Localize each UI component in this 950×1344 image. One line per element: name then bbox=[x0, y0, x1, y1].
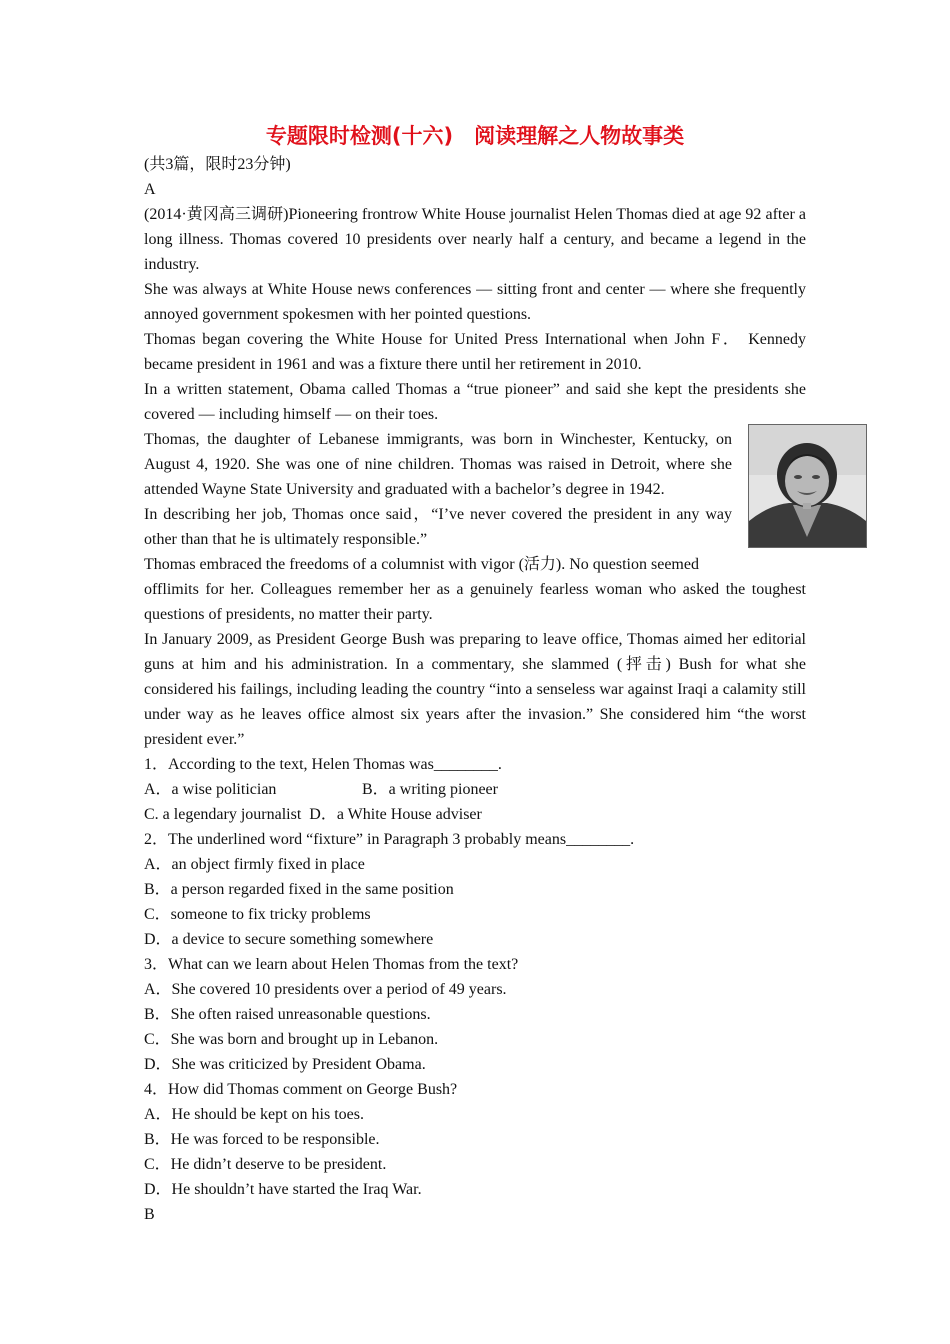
subtitle: (共3篇，限时23分钟) bbox=[144, 156, 291, 173]
section-b-label: B bbox=[144, 1206, 155, 1223]
paragraph-7-start: Thomas embraced the freedoms of a columnist with vigor (活力). No question seemed bbox=[144, 556, 699, 573]
question-2 bbox=[144, 827, 806, 952]
question-stem: 1．According to the text, Helen Thomas was________. bbox=[144, 756, 502, 773]
option: B．a person regarded fixed in the same position bbox=[144, 881, 454, 898]
option: D．He shouldn’t have started the Iraq War. bbox=[144, 1181, 422, 1198]
paragraph-4: In a written statement, Obama called Thomas a “true pioneer” and said she kept the presidents she covered — including himself — on their toes. bbox=[144, 381, 806, 423]
question-stem: 3．What can we learn about Helen Thomas from the text? bbox=[144, 956, 519, 973]
paragraph-5: Thomas, the daughter of Lebanese immigrants, was born in Winchester, Kentucky, on August 4, 1920. She was one of nine children. Thomas was raised in Detroit, where she attended Wayne State University and graduated with a bachelor’s degree in 1942. bbox=[144, 431, 732, 498]
paragraph-2: She was always at White House news conferences — sitting front and center — where she frequently annoyed government spokesmen with her pointed questions. bbox=[144, 281, 806, 323]
paragraph-3: Thomas began covering the White House for United Press International when John F． Kennedy became president in 1961 and was a fixture there until her retirement in 2010. bbox=[144, 331, 806, 373]
option: A．He should be kept on his toes. bbox=[144, 1106, 364, 1123]
option: C. a legendary journalist bbox=[144, 806, 302, 823]
option: C．someone to fix tricky problems bbox=[144, 906, 371, 923]
page-title: 专题限时检测(十六) 阅读理解之人物故事类 bbox=[265, 124, 685, 148]
document-page bbox=[144, 120, 806, 1227]
section-a-label: A bbox=[144, 181, 156, 198]
option-row bbox=[144, 802, 806, 827]
question-1 bbox=[144, 752, 806, 827]
option: D．a device to secure something somewhere bbox=[144, 931, 434, 948]
portrait-photo bbox=[748, 424, 867, 548]
paragraph-6: In describing her job, Thomas once said，“I’ve never covered the president in any way other than that he is ultimately responsible.” bbox=[144, 506, 732, 548]
option: A．She covered 10 presidents over a period of 49 years. bbox=[144, 981, 507, 998]
question-3 bbox=[144, 952, 806, 1077]
paragraph-7-end: offlimits for her. Colleagues remember her as a genuinely fearless woman who asked the toughest questions of presidents, no matter their party. bbox=[144, 581, 806, 623]
option: A．an object firmly fixed in place bbox=[144, 856, 365, 873]
option: C．He didn’t deserve to be president. bbox=[144, 1156, 387, 1173]
question-stem: 2．The underlined word “fixture” in Paragraph 3 probably means________. bbox=[144, 831, 635, 848]
paragraph-8: In January 2009, as President George Bush was preparing to leave office, Thomas aimed her editorial guns at him and his administration. In a commentary, she slammed (抨击) Bush for what she considered his failings, including leading the country “into a senseless war against Iraqi a calamity still under way as he leaves office almost six years after the invasion.” She considered him “the worst president ever.” bbox=[144, 631, 806, 748]
option: B．He was forced to be responsible. bbox=[144, 1131, 380, 1148]
question-4 bbox=[144, 1077, 806, 1202]
option: A．a wise politician bbox=[144, 781, 277, 798]
option: C．She was born and brought up in Lebanon. bbox=[144, 1031, 439, 1048]
paragraph-1: (2014·黄冈高三调研)Pioneering frontrow White House journalist Helen Thomas died at age 92 after a long illness. Thomas covered 10 presidents over nearly half a century, and became a legend in the industry. bbox=[144, 206, 806, 273]
option-row bbox=[144, 777, 806, 802]
option: B．She often raised unreasonable questions. bbox=[144, 1006, 431, 1023]
option: D．She was criticized by President Obama. bbox=[144, 1056, 426, 1073]
question-stem: 4．How did Thomas comment on George Bush? bbox=[144, 1081, 458, 1098]
option: D．a White House adviser bbox=[309, 806, 482, 823]
option: B．a writing pioneer bbox=[362, 781, 498, 798]
